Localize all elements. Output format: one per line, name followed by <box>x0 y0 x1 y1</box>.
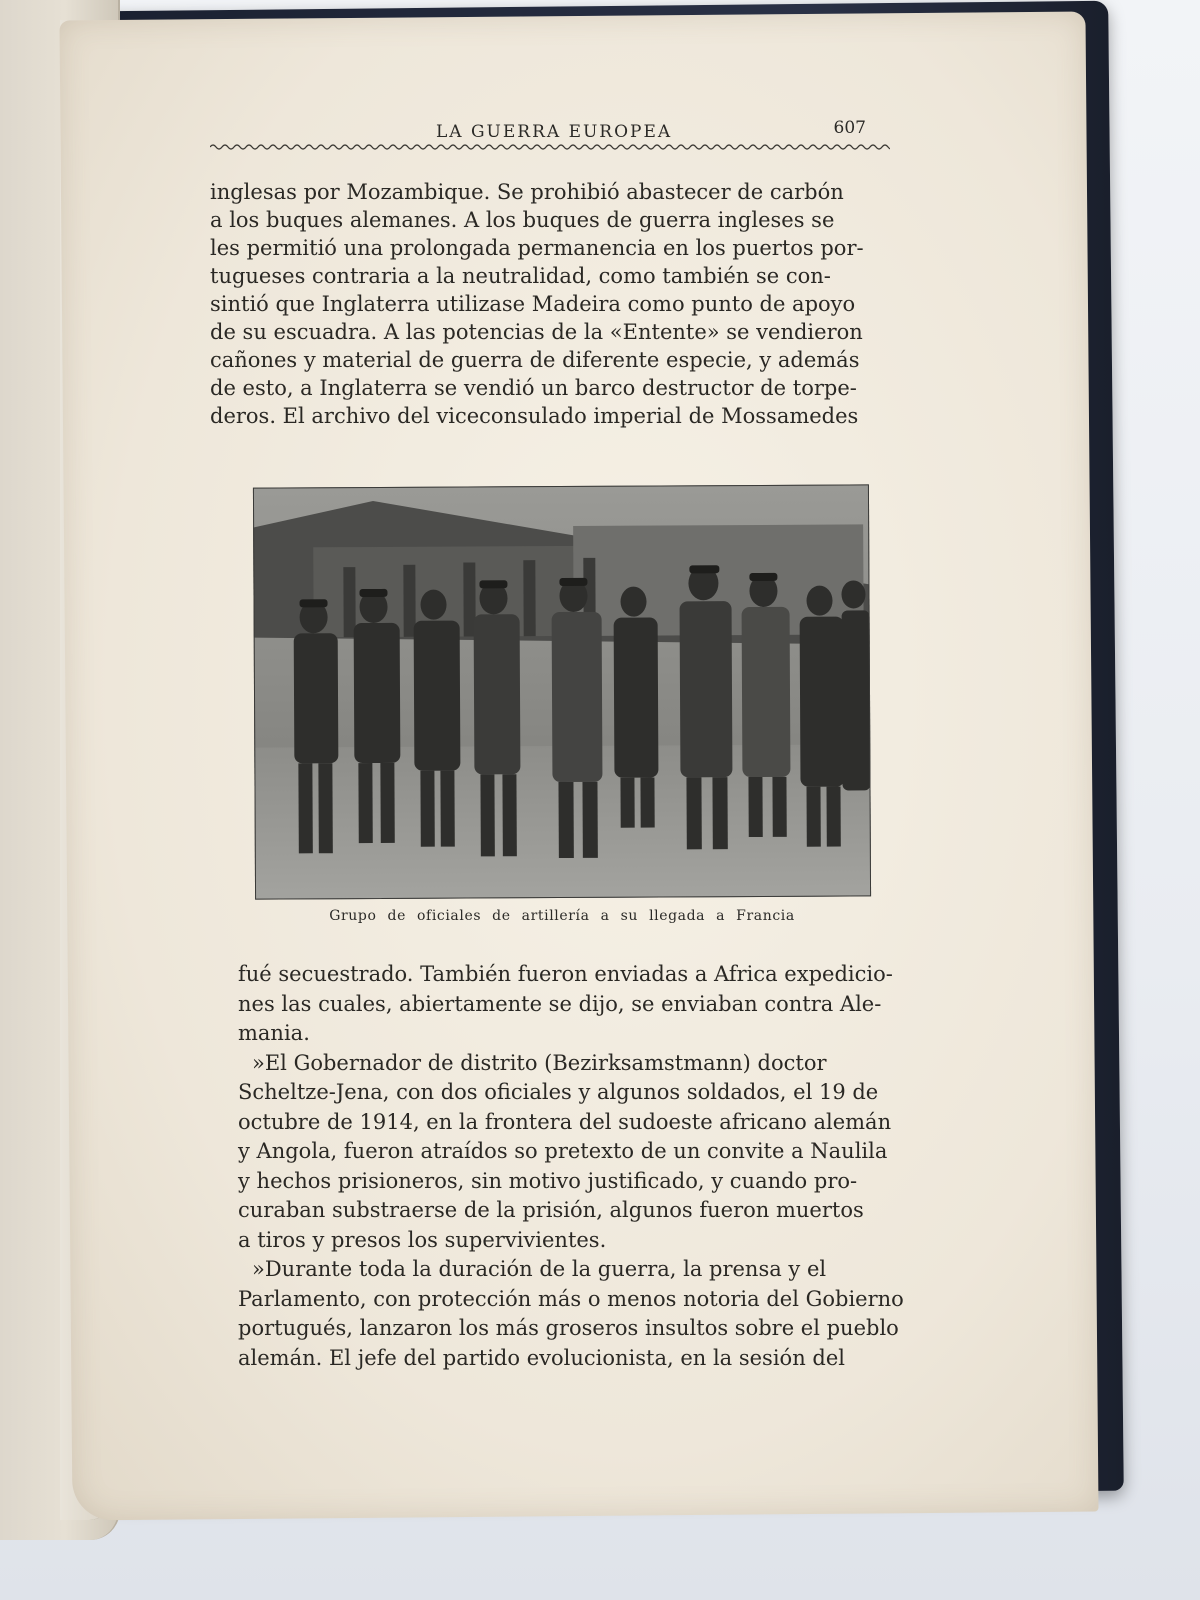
text-line: sintió que Inglaterra utilizase Madeira como punto de apoyo <box>210 292 856 316</box>
text-line: curaban substraerse de la prisión, algunos fueron muertos <box>238 1198 864 1222</box>
text-line: deros. El archivo del viceconsulado imperial de Mossamedes <box>210 404 859 428</box>
text-line: nes las cuales, abiertamente se dijo, se enviaban contra Ale- <box>238 991 882 1016</box>
page-number: 607 <box>833 118 866 138</box>
text-line: les permitió una prolongada permanencia en los puertos por- <box>210 236 864 260</box>
text-line: alemán. El jefe del partido evolucionista, en la sesión del <box>238 1345 845 1370</box>
text-line: portugués, lanzaron los más groseros insultos sobre el pueblo <box>238 1316 899 1340</box>
text-line: »Durante toda la duración de la guerra, la prensa y el <box>252 1257 827 1281</box>
body-text-bottom <box>238 960 910 1373</box>
text-line: octubre de 1914, en la frontera del sudoeste africano alemán <box>238 1109 892 1134</box>
text-line: a los buques alemanes. A los buques de guerra ingleses se <box>210 208 835 232</box>
text-line: »El Gobernador de distrito (Bezirksamstmann) doctor <box>252 1050 827 1075</box>
photo-illustration <box>253 484 871 899</box>
page-header <box>210 118 890 154</box>
text-line: de esto, a Inglaterra se vendió un barco destructor de torpe- <box>210 376 857 400</box>
text-line: de su escuadra. A las potencias de la «Entente» se vendieron <box>210 320 863 344</box>
text-line: fué secuestrado. También fueron enviadas a Africa expedicio- <box>238 962 893 986</box>
text-line: Parlamento, con protección más o menos notoria del Gobierno <box>238 1286 904 1311</box>
text-line: Scheltze-Jena, con dos oficiales y algunos soldados, el 19 de <box>238 1080 879 1104</box>
photo-caption: Grupo de oficiales de artillería a su llegada a Francia <box>329 908 795 924</box>
text-line: y hechos prisioneros, sin motivo justificado, y cuando pro- <box>238 1168 858 1193</box>
text-line: tugueses contraria a la neutralidad, como también se con- <box>210 264 831 288</box>
text-line: cañones y material de guerra de diferente especie, y además <box>210 348 860 372</box>
wavy-rule <box>210 142 890 152</box>
body-text-top <box>210 178 904 430</box>
text-line: a tiros y presos los supervivientes. <box>238 1227 607 1252</box>
text-line: mania. <box>238 1021 310 1045</box>
running-title: LA GUERRA EUROPEA <box>436 122 673 142</box>
text-line: inglesas por Mozambique. Se prohibió abastecer de carbón <box>210 180 844 204</box>
photograph-officers <box>253 484 871 899</box>
text-line: y Angola, fueron atraídos so pretexto de un convite a Naulila <box>238 1139 888 1163</box>
